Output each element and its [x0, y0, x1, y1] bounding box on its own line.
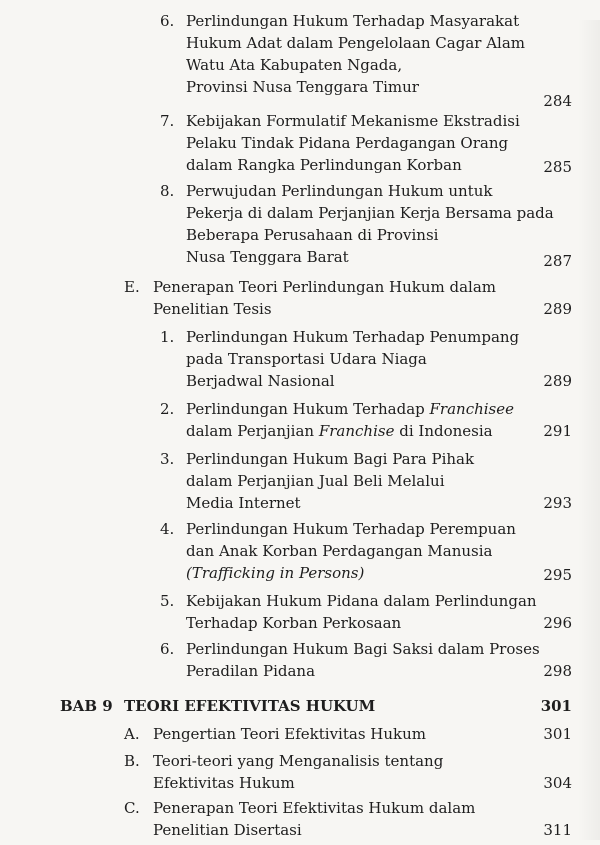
entry-title-line: Peradilan Pidana: [186, 662, 316, 680]
toc-entry: [0, 276, 600, 324]
entry-title-line: Berjadwal Nasional: [186, 372, 335, 390]
entry-page-number: 298: [543, 662, 572, 680]
entry-title-line: Hukum Adat dalam Pengelolaan Cagar Alam: [186, 34, 526, 52]
entry-page-number: 296: [543, 614, 572, 632]
entry-number: 4.: [160, 520, 175, 538]
entry-page-number: 289: [543, 372, 572, 390]
entry-title: [186, 326, 519, 392]
chapter-title-line: TEORI EFEKTIVITAS HUKUM: [124, 697, 376, 715]
toc-entry: [0, 590, 600, 638]
entry-title: [153, 797, 475, 841]
entry-number: 2.: [160, 400, 175, 418]
entry-title-line: Penelitian Disertasi: [153, 821, 302, 839]
entry-number: 6.: [160, 640, 175, 658]
entry-title: [186, 110, 520, 176]
entry-title: [153, 723, 426, 745]
entry-title-line: pada Transportasi Udara Niaga: [186, 350, 427, 368]
entry-title: [186, 638, 540, 682]
entry-page-number: 285: [543, 158, 572, 176]
toc-entry: [0, 723, 600, 747]
entry-title: [186, 10, 525, 98]
entry-page-number: 287: [543, 252, 572, 270]
entry-title: [186, 180, 554, 268]
toc-entry: [0, 638, 600, 686]
entry-title: [186, 398, 514, 442]
entry-title: [186, 518, 516, 584]
toc-entry: [0, 518, 600, 588]
entry-title-line: dalam Perjanjian Jual Beli Melalui: [186, 472, 445, 490]
entry-page-number: 293: [543, 494, 572, 512]
entry-title-line: Provinsi Nusa Tenggara Timur: [186, 78, 419, 96]
entry-title-line: Perlindungan Hukum Terhadap Franchisee: [186, 400, 515, 418]
entry-title-line: Media Internet: [186, 494, 301, 512]
toc-entry: [0, 10, 600, 110]
entry-title-line: Penelitian Tesis: [153, 300, 272, 318]
entry-page-number: 284: [543, 92, 572, 110]
entry-title-line: Perlindungan Hukum Bagi Para Pihak: [186, 450, 475, 468]
entry-title-line: Kebijakan Formulatif Mekanisme Ekstradisi: [186, 112, 520, 130]
entry-title-line: Pekerja di dalam Perjanjian Kerja Bersama pada: [186, 204, 554, 222]
entry-title-line: Teori-teori yang Menganalisis tentang: [153, 752, 444, 770]
entry-title-line: Penerapan Teori Efektivitas Hukum dalam: [153, 799, 476, 817]
entry-number: 5.: [160, 592, 175, 610]
entry-title-line: Pengertian Teori Efektivitas Hukum: [153, 725, 427, 743]
entry-title-line: Perlindungan Hukum Terhadap Penumpang: [186, 328, 520, 346]
entry-page-number: 289: [543, 300, 572, 318]
entry-title-line: Efektivitas Hukum: [153, 774, 295, 792]
entry-number: B.: [124, 752, 140, 770]
entry-page-number: 301: [543, 725, 572, 743]
entry-title-line: Terhadap Korban Perkosaan: [186, 614, 402, 632]
entry-title-line: dalam Rangka Perlindungan Korban: [186, 156, 462, 174]
entry-number: 6.: [160, 12, 175, 30]
toc-chapter-heading: [0, 695, 600, 721]
toc-entry: [0, 398, 600, 446]
entry-page-number: 295: [543, 566, 572, 584]
entry-number: E.: [124, 278, 140, 296]
entry-title-line: Nusa Tenggara Barat: [186, 248, 349, 266]
entry-title-line: Perlindungan Hukum Terhadap Perempuan: [186, 520, 516, 538]
toc-entry: [0, 448, 600, 518]
entry-title-line: Penerapan Teori Perlindungan Hukum dalam: [153, 278, 497, 296]
chapter-page-number: 301: [540, 697, 572, 715]
entry-title-line: dan Anak Korban Perdagangan Manusia: [186, 542, 493, 560]
entry-number: 1.: [160, 328, 175, 346]
entry-title-line: Perlindungan Hukum Bagi Saksi dalam Proses: [186, 640, 540, 658]
toc-entry: [0, 750, 600, 798]
entry-number: A.: [124, 725, 140, 743]
entry-number: 7.: [160, 112, 175, 130]
entry-title: [153, 276, 496, 320]
entry-page-number: 304: [543, 774, 572, 792]
entry-title-line: dalam Perjanjian Franchise di Indonesia: [186, 422, 493, 440]
chapter-title: [124, 695, 375, 717]
entry-title-line: Perlindungan Hukum Terhadap Masyarakat: [186, 12, 520, 30]
chapter-number: BAB 9: [60, 697, 113, 715]
toc-entry: [0, 797, 600, 845]
toc-entry: [0, 180, 600, 270]
entry-title-line: Perwujudan Perlindungan Hukum untuk: [186, 182, 493, 200]
entry-title-line: Pelaku Tindak Pidana Perdagangan Orang: [186, 134, 509, 152]
toc-entry: [0, 326, 600, 396]
entry-title-line: (Trafficking in Persons): [186, 564, 365, 582]
entry-title: [186, 590, 537, 634]
entry-title-line: Kebijakan Hukum Pidana dalam Perlindungan: [186, 592, 537, 610]
toc-entry: [0, 110, 600, 180]
entry-title: [186, 448, 474, 514]
entry-title: [153, 750, 443, 794]
entry-title-italic: Trafficking in Persons: [191, 564, 359, 582]
entry-number: 8.: [160, 182, 175, 200]
entry-title-line: Beberapa Perusahaan di Provinsi: [186, 226, 439, 244]
entry-number: C.: [124, 799, 140, 817]
entry-page-number: 291: [543, 422, 572, 440]
entry-page-number: 311: [543, 821, 572, 839]
entry-number: 3.: [160, 450, 175, 468]
entry-title-line: Watu Ata Kabupaten Ngada,: [186, 56, 403, 74]
